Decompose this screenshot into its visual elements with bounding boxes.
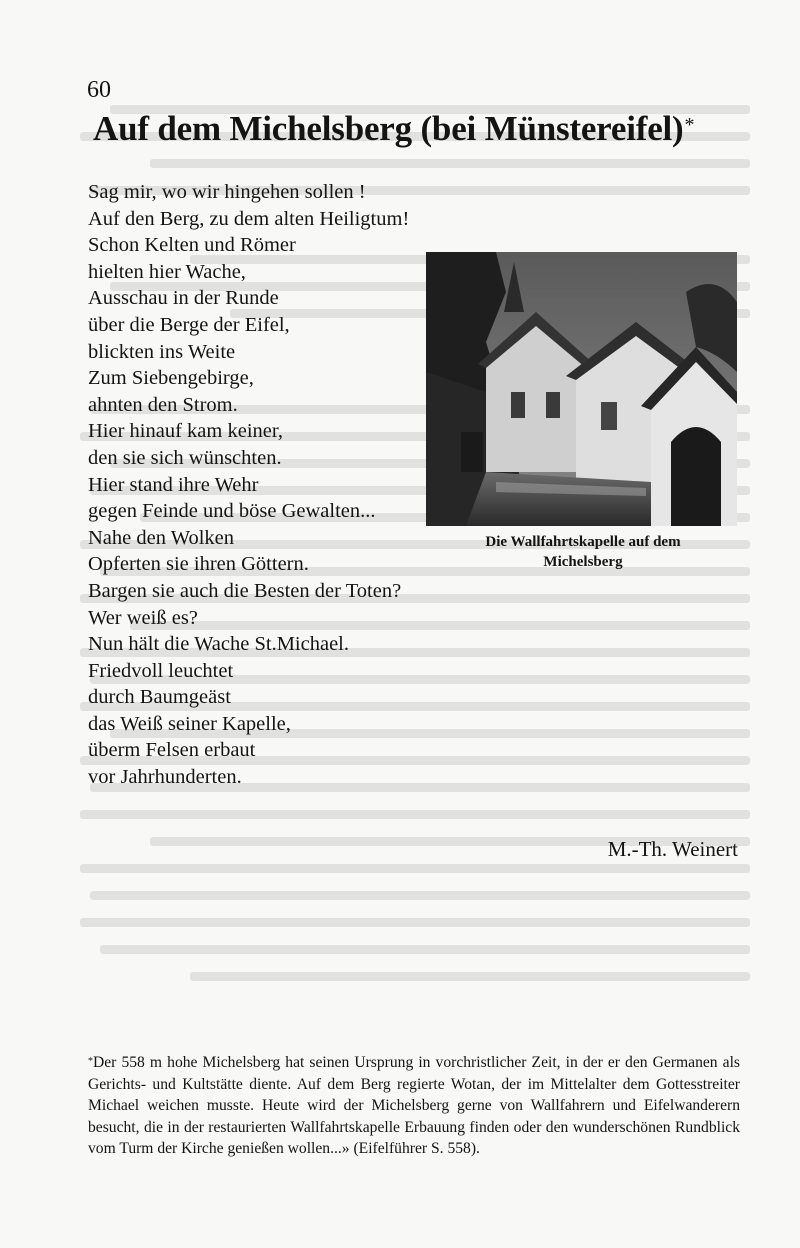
- poem-line: durch Baumgeäst: [88, 686, 231, 709]
- poem-line: Sag mir, wo wir hingehen sollen !: [88, 181, 366, 203]
- poem-line: Nahe den Wolken: [88, 526, 234, 549]
- poem-line: Hier stand ihre Wehr: [88, 473, 259, 496]
- poem-author: M.-Th. Weinert: [607, 837, 738, 861]
- poem-line: ahnten den Strom.: [88, 393, 238, 416]
- poem-line: Opferten sie ihren Göttern.: [88, 553, 309, 576]
- poem-line: Ausschau in der Runde: [88, 287, 279, 310]
- poem-line: hielten hier Wache,: [88, 260, 246, 283]
- chapel-photo: [426, 252, 737, 526]
- footnote: [88, 1052, 740, 1160]
- title-text: Auf dem Michelsberg (bei Münstereifel): [93, 109, 684, 148]
- poem-line: Hier hinauf kam keiner,: [88, 420, 283, 443]
- poem: [88, 179, 409, 791]
- poem-line: das Weiß seiner Kapelle,: [88, 712, 291, 735]
- poem-line: Friedvoll leuchtet: [88, 659, 234, 682]
- photo-caption: Die Wallfahrtskapelle auf dem Michelsberg: [485, 534, 681, 570]
- poem-line: Schon Kelten und Römer: [88, 234, 296, 257]
- poem-line: Wer weiß es?: [88, 606, 198, 629]
- poem-line: den sie sich wünschten.: [88, 446, 282, 469]
- poem-line: Zum Siebengebirge,: [88, 367, 254, 390]
- footnote-mark: *: [88, 1056, 93, 1067]
- poem-line: überm Felsen erbaut: [88, 739, 256, 762]
- page-number: 60: [87, 77, 111, 103]
- chapel-photo-drawing: [426, 252, 737, 526]
- poem-line: über die Berge der Eifel,: [88, 313, 290, 336]
- poem-line: blickten ins Weite: [88, 340, 236, 363]
- poem-line: Bargen sie auch die Besten der Toten?: [88, 579, 402, 602]
- title-footnote-mark: *: [684, 114, 695, 136]
- poem-line: Auf den Berg, zu dem alten Heiligtum!: [88, 207, 410, 230]
- poem-line: vor Jahrhunderten.: [88, 766, 242, 789]
- poem-line: Nun hält die Wache St.Michael.: [88, 633, 349, 656]
- footnote-text: Der 558 m hohe Michelsberg hat seinen Ursprung in vorchristlicher Zeit, in der er den Germanen als Gerichts- und Kultstätte diente. Auf dem Berg regierte Wotan, der im Mittelalter dem Gottesstreiter Michael weichen musste. Heute wird der Michelsberg gerne von Wallfahrern und Eifelwanderern besucht, die in der restaurierten Wallfahrtskapelle Erbauung finden oder den wunderschönen Rundblick vom Turm der Kirche genießen wollen...» (Eifelführer S. 558).: [88, 1054, 740, 1157]
- page-title: [93, 108, 694, 150]
- poem-line: gegen Feinde und böse Gewalten...: [88, 500, 376, 523]
